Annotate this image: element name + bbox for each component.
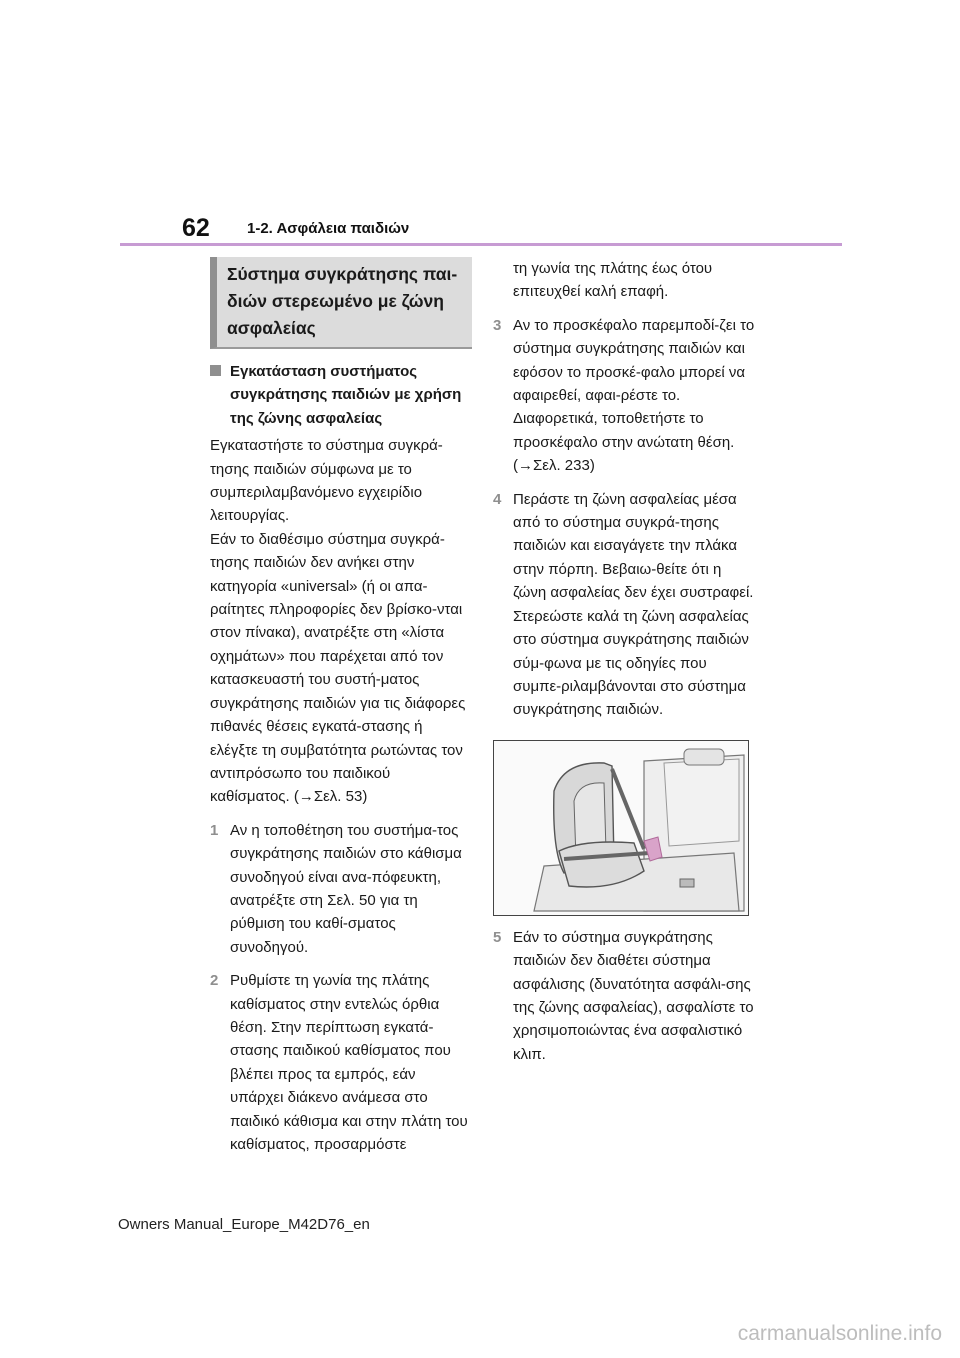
step-number: 4: [493, 490, 502, 508]
child-seat-drawing: [494, 741, 748, 915]
step-number: 2: [210, 972, 219, 990]
intro-paragraph: Εγκαταστήστε το σύστημα συγκρά-τησης παιδιών σύμφωνα με το συμπεριλαμβανόμενο εγχειρίδιο λειτουργίας.: [210, 437, 443, 525]
subheading-text: Εγκατάσταση συστήματος συγκράτησης παιδιών με χρήση της ζώνης ασφαλείας: [230, 363, 462, 427]
footer-text: Owners Manual_Europe_M42D76_en: [118, 1216, 370, 1233]
step-text: Αν το προσκέφαλο παρεμποδί-ζει το σύστημα συγκράτησης παιδιών και εφόσον το προσκέ-φαλο μπορεί να αφαιρεθεί, αφαι-ρέστε το. Διαφορετικά, τοποθετήστε το προσκέφαλο στην ανώτατη θέση. (→Σελ. 233): [513, 316, 755, 475]
left-column: [210, 257, 472, 1156]
header-divider: [120, 243, 842, 246]
child-seat-illustration: [493, 740, 749, 916]
right-column: [493, 257, 755, 1066]
watermark: carmanualsonline.info: [737, 1322, 942, 1345]
subheading: [210, 360, 472, 430]
section-title: 1-2. Ασφάλεια παιδιών: [247, 220, 410, 237]
step-2: [210, 969, 472, 1156]
step-number: 1: [210, 821, 219, 839]
step-number: 3: [493, 316, 502, 334]
step-text: Εάν το σύστημα συγκράτησης παιδιών δεν διαθέτει σύστημα ασφάλισης (δυνατότητα ασφάλι-σης της ζώνης ασφαλείας), ασφαλίστε το χρησιμοποιώντας ένα ασφαλιστικό κλιπ.: [513, 928, 754, 1063]
step-2-continued: τη γωνία της πλάτης έως ότου επιτευχθεί καλή επαφή.: [513, 260, 713, 301]
sidebox-heading: Σύστημα συγκράτησης παι-διών στερεωμένο με ζώνη ασφαλείας: [210, 257, 472, 349]
intro-paragraph-2: Εάν το διαθέσιμο σύστημα συγκρά-τησης παιδιών δεν ανήκει στην κατηγορία «universal» (ή οι απα-ραίτητες πληροφορίες δεν βρίσκο-νται στον πίνακα), ανατρέξτε στη «λίστα οχημάτων» που παρέχεται από τον κατασκευαστή του συστή-ματος συγκράτησης παιδιών για τις διάφορες πιθανές θέσεις εγκατά-στασης ή ελέγξτε τη συμβατότητα ρωτώντας τον αντιπρόσωπο του παιδικού καθίσματος. (→Σελ. 53): [210, 530, 466, 806]
step-text: Αν η τοποθέτηση του συστήμα-τος συγκράτησης παιδιών στο κάθισμα συνοδηγού είναι ανα-πόφευκτη, ανατρέξτε στη Σελ. 50 για τη ρύθμιση του καθί-σματος συνοδηγού.: [230, 821, 462, 956]
step-5: [493, 926, 755, 1066]
step-4: [493, 488, 755, 722]
step-3: [493, 314, 755, 478]
step-text: Ρυθμίστε τη γωνία της πλάτης καθίσματος στην εντελώς όρθια θέση. Στην περίπτωση εγκατά-στασης παιδικού καθίσματος που βλέπει προς τα εμπρός, εάν υπάρχει διάκενο ανάμεσα στο παιδικό κάθισμα και στην πλάτη του καθίσματος, προσαρμόστε: [230, 972, 468, 1153]
step-number: 5: [493, 928, 502, 946]
page-number: 62: [182, 214, 210, 242]
square-bullet-icon: [210, 365, 221, 376]
step-1: [210, 819, 472, 959]
step-text: Περάστε τη ζώνη ασφαλείας μέσα από το σύστημα συγκρά-τησης παιδιών και εισαγάγετε την πλάκα στην πόρπη. Βεβαιω-θείτε ότι η ζώνη ασφαλείας δεν έχει συστραφεί. Στερεώστε καλά τη ζώνη ασφαλείας στο σύστημα συγκράτησης παιδιών σύμ-φωνα με τις οδηγίες που συμπε-ριλαμβάνονται στο σύστημα συγκράτησης παιδιών.: [513, 490, 754, 719]
